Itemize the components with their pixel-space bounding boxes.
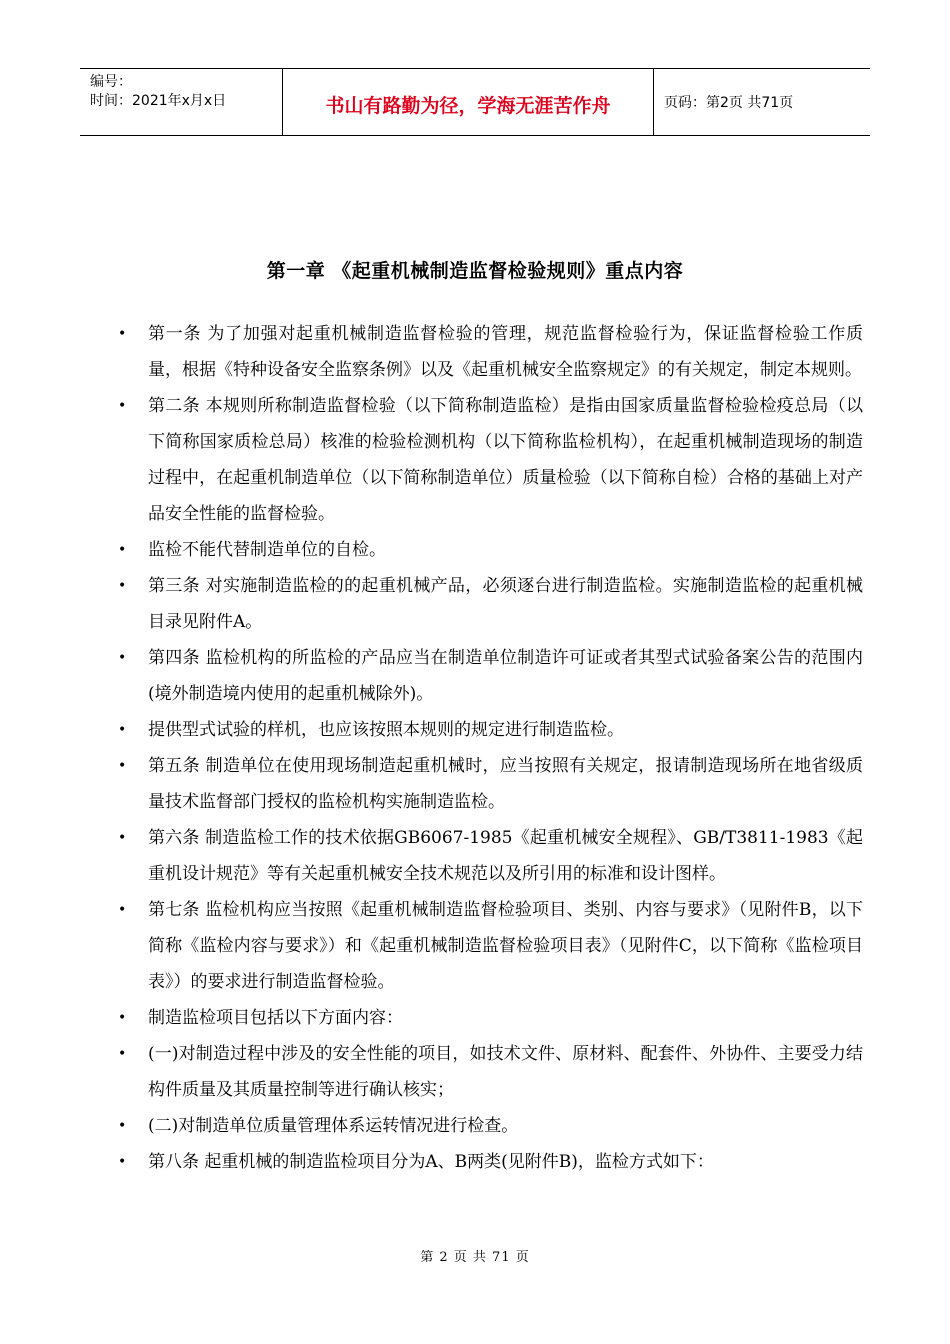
bullet-icon: • — [118, 1010, 127, 1026]
bullet-icon: • — [118, 578, 127, 594]
list-item — [118, 748, 863, 820]
document-number-label: 编号： — [90, 74, 132, 90]
header-motto-cell — [282, 69, 654, 135]
list-item-text: 第五条 制造单位在使用现场制造起重机械时，应当按照有关规定，报请制造现场所在地省级质量技术监督部门授权的监检机构实施制造监检。 — [148, 756, 863, 812]
list-item-text: 第七条 监检机构应当按照《起重机械制造监督检验项目、类别、内容与要求》（见附件B，以下简称《监检内容与要求》）和《起重机械制造监督检验项目表》（见附件C，以下简称《监检项目表》）的要求进行制造监督检验。 — [148, 900, 863, 992]
page-footer: 第 2 页 共 71 页 — [420, 1250, 530, 1265]
list-item — [118, 892, 863, 1000]
list-item-text: 第三条 对实施制造监检的的起重机械产品，必须逐台进行制造监检。实施制造监检的起重机械目录见附件A。 — [148, 576, 863, 632]
list-item — [118, 388, 863, 532]
list-item-text: 制造监检项目包括以下方面内容： — [148, 1008, 403, 1028]
list-item — [118, 1036, 863, 1108]
list-item-text: 第八条 起重机械的制造监检项目分为A、B两类(见附件B)，监检方式如下： — [148, 1152, 714, 1172]
bullet-icon: • — [118, 1118, 127, 1134]
document-header — [80, 68, 870, 136]
list-item-text: 监检不能代替制造单位的自检。 — [148, 540, 386, 560]
list-item-text: 第四条 监检机构的所监检的产品应当在制造单位制造许可证或者其型式试验备案公告的范围内(境外制造境内使用的起重机械除外)。 — [148, 648, 863, 704]
list-item — [118, 1108, 863, 1144]
bullet-icon: • — [118, 542, 127, 558]
list-item-text: (二)对制造单位质量管理体系运转情况进行检查。 — [148, 1116, 519, 1136]
list-item-text: 第二条 本规则所称制造监督检验（以下简称制造监检）是指由国家质量监督检验检疫总局（以下简称国家质检总局）核准的检验检测机构（以下简称监检机构），在起重机械制造现场的制造过程中，在起重机制造单位（以下简称制造单位）质量检验（以下简称自检）合格的基础上对产品安全性能的监督检验。 — [148, 396, 863, 524]
header-left-cell — [80, 69, 282, 135]
bullet-icon: • — [118, 830, 127, 846]
list-item — [118, 1144, 863, 1180]
header-page-cell — [654, 69, 870, 135]
list-item — [118, 1000, 863, 1036]
bullet-icon: • — [118, 902, 127, 918]
bullet-icon: • — [118, 722, 127, 738]
list-item-text: (一)对制造过程中涉及的安全性能的项目，如技术文件、原材料、配套件、外协件、主要受力结构件质量及其质量控制等进行确认核实； — [148, 1044, 863, 1100]
list-item — [118, 532, 863, 568]
bullet-icon: • — [118, 650, 127, 666]
bullet-icon: • — [118, 1046, 127, 1062]
article-list — [118, 316, 863, 1180]
bullet-icon: • — [118, 758, 127, 774]
list-item-text: 第一条 为了加强对起重机械制造监督检验的管理，规范监督检验行为，保证监督检验工作质量，根据《特种设备安全监察条例》以及《起重机械安全监察规定》的有关规定，制定本规则。 — [148, 324, 863, 380]
list-item — [118, 568, 863, 640]
bullet-icon: • — [118, 326, 127, 342]
header-page-info: 页码：第2页 共71页 — [664, 95, 794, 111]
list-item — [118, 712, 863, 748]
list-item — [118, 640, 863, 712]
list-item — [118, 820, 863, 892]
list-item-text: 提供型式试验的样机，也应该按照本规则的规定进行制造监检。 — [148, 720, 624, 740]
bullet-icon: • — [118, 398, 127, 414]
list-item — [118, 316, 863, 388]
list-item-text: 第六条 制造监检工作的技术依据GB6067-1985《起重机械安全规程》、GB/T3811-1983《起重机设计规范》等有关起重机械安全技术规范以及所引用的标准和设计图样。 — [148, 828, 863, 884]
chapter-title: 第一章 《起重机械制造监督检验规则》重点内容 — [266, 260, 684, 282]
document-time-label: 时间：2021年x月x日 — [90, 93, 227, 109]
bullet-icon: • — [118, 1154, 127, 1170]
header-motto: 书山有路勤为径，学海无涯苦作舟 — [325, 94, 611, 117]
